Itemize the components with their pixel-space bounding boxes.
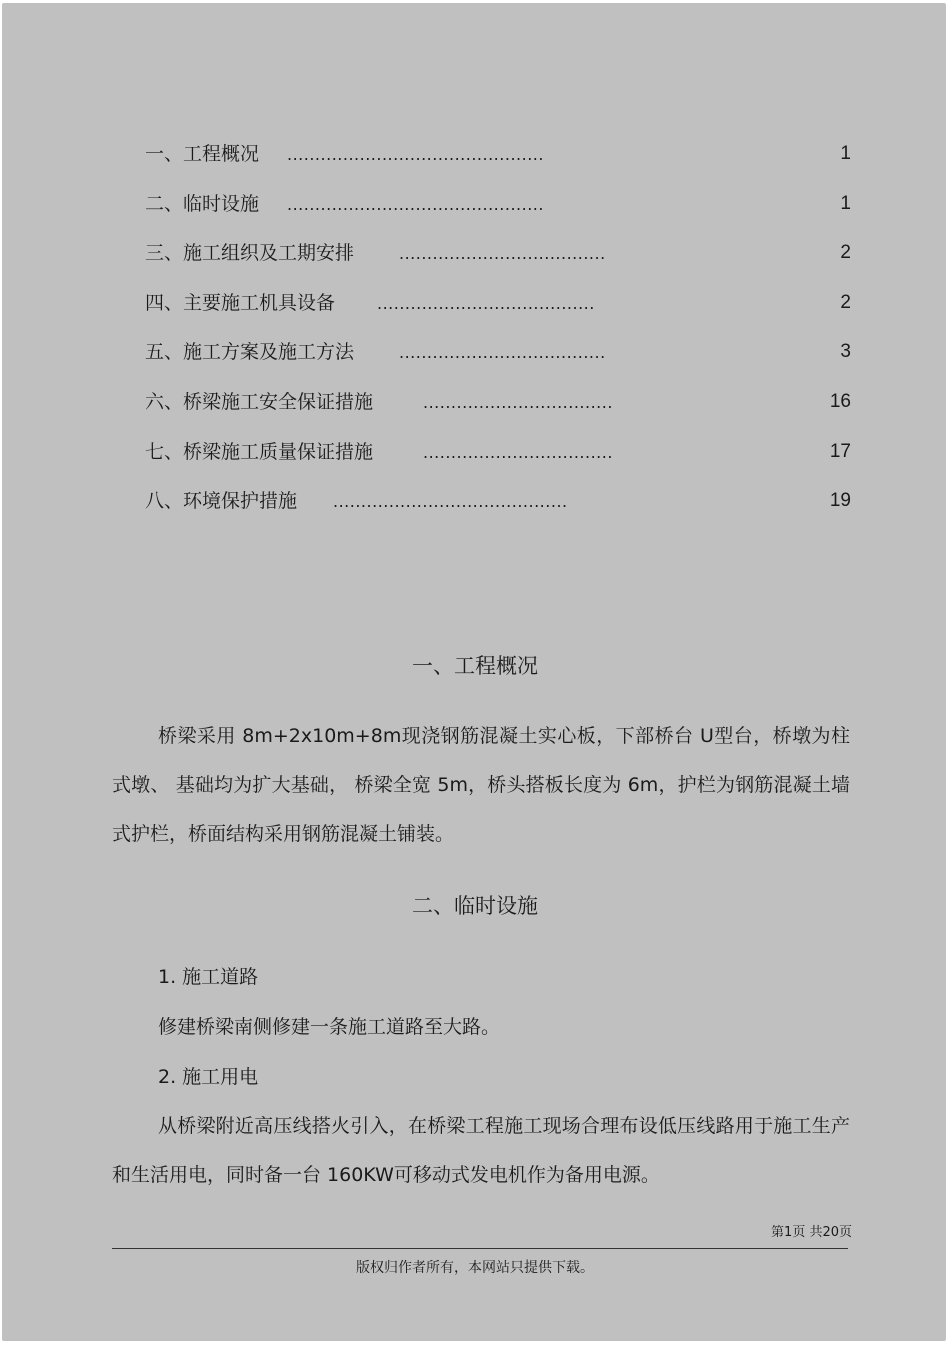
toc-leader-dots: .......................................... [333,492,568,512]
toc-entry-title: 三、施工组织及工期安排 [145,242,355,265]
toc-entry[interactable] [145,138,855,188]
toc-entry-page: 1 [840,143,851,164]
toc-entry-title: 五、施工方案及施工方法 [145,341,355,364]
toc-entry[interactable] [145,287,855,337]
table-of-contents [145,138,855,535]
toc-entry[interactable] [145,188,855,238]
toc-leader-dots: ..................................... [399,343,606,363]
toc-leader-dots: .............................................. [287,194,544,214]
toc-entry[interactable] [145,485,855,535]
toc-leader-dots: ....................................... [377,293,595,313]
toc-entry-title: 八、环境保护措施 [145,490,298,513]
toc-entry[interactable] [145,336,855,386]
subsection-title-road: 1. 施工道路 [158,966,259,988]
toc-entry-title: 二、临时设施 [145,192,260,215]
toc-entry-page: 3 [840,341,851,363]
toc-entry-page: 2 [840,291,851,313]
footer-page-number: 第1页 共20页 [771,1225,852,1240]
toc-entry-title: 六、桥梁施工安全保证措施 [145,390,374,413]
road-paragraph: 修建桥梁南侧修建一条施工道路至大路。 [158,1016,501,1038]
section-heading-temporary-facilities: 二、临时设施 [412,894,538,918]
toc-entry-title: 七、桥梁施工质量保证措施 [145,440,374,463]
toc-entry[interactable] [145,386,855,436]
toc-entry[interactable] [145,436,855,486]
toc-leader-dots: ..................................... [399,244,606,264]
toc-entry-page: 17 [829,440,851,462]
section-heading-overview: 一、工程概况 [412,654,538,678]
toc-entry[interactable] [145,237,855,287]
toc-entry-page: 16 [829,390,851,412]
toc-entry-title: 四、主要施工机具设备 [145,291,336,314]
power-paragraph: 从桥梁附近高压线搭火引入，在桥梁工程施工现场合理布设低压线路用于施工生产和生活用电，同时备一台 160KW可移动式发电机作为备用电源。 [112,1115,850,1186]
toc-leader-dots: .................................. [423,442,613,462]
toc-entry-page: 2 [840,242,851,264]
toc-leader-dots: .............................................. [287,145,544,164]
footer-divider [112,1248,848,1249]
toc-entry-title: 一、工程概况 [145,143,260,165]
toc-entry-page: 1 [840,192,851,214]
subsection-title-power: 2. 施工用电 [158,1066,259,1088]
overview-paragraph: 桥梁采用 8m+2x10m+8m现浇钢筋混凝土实心板，下部桥台 U型台，桥墩为柱式墩、 基础均为扩大基础， 桥梁全宽 5m，桥头搭板长度为 6m，护栏为钢筋混凝土墙式护栏，桥面结构采用钢筋混凝土铺装。 [112,725,850,845]
footer-copyright: 版权归作者所有，本网站只提供下载。 [356,1260,594,1276]
toc-entry-page: 19 [829,490,851,512]
toc-leader-dots: .................................. [423,392,613,412]
